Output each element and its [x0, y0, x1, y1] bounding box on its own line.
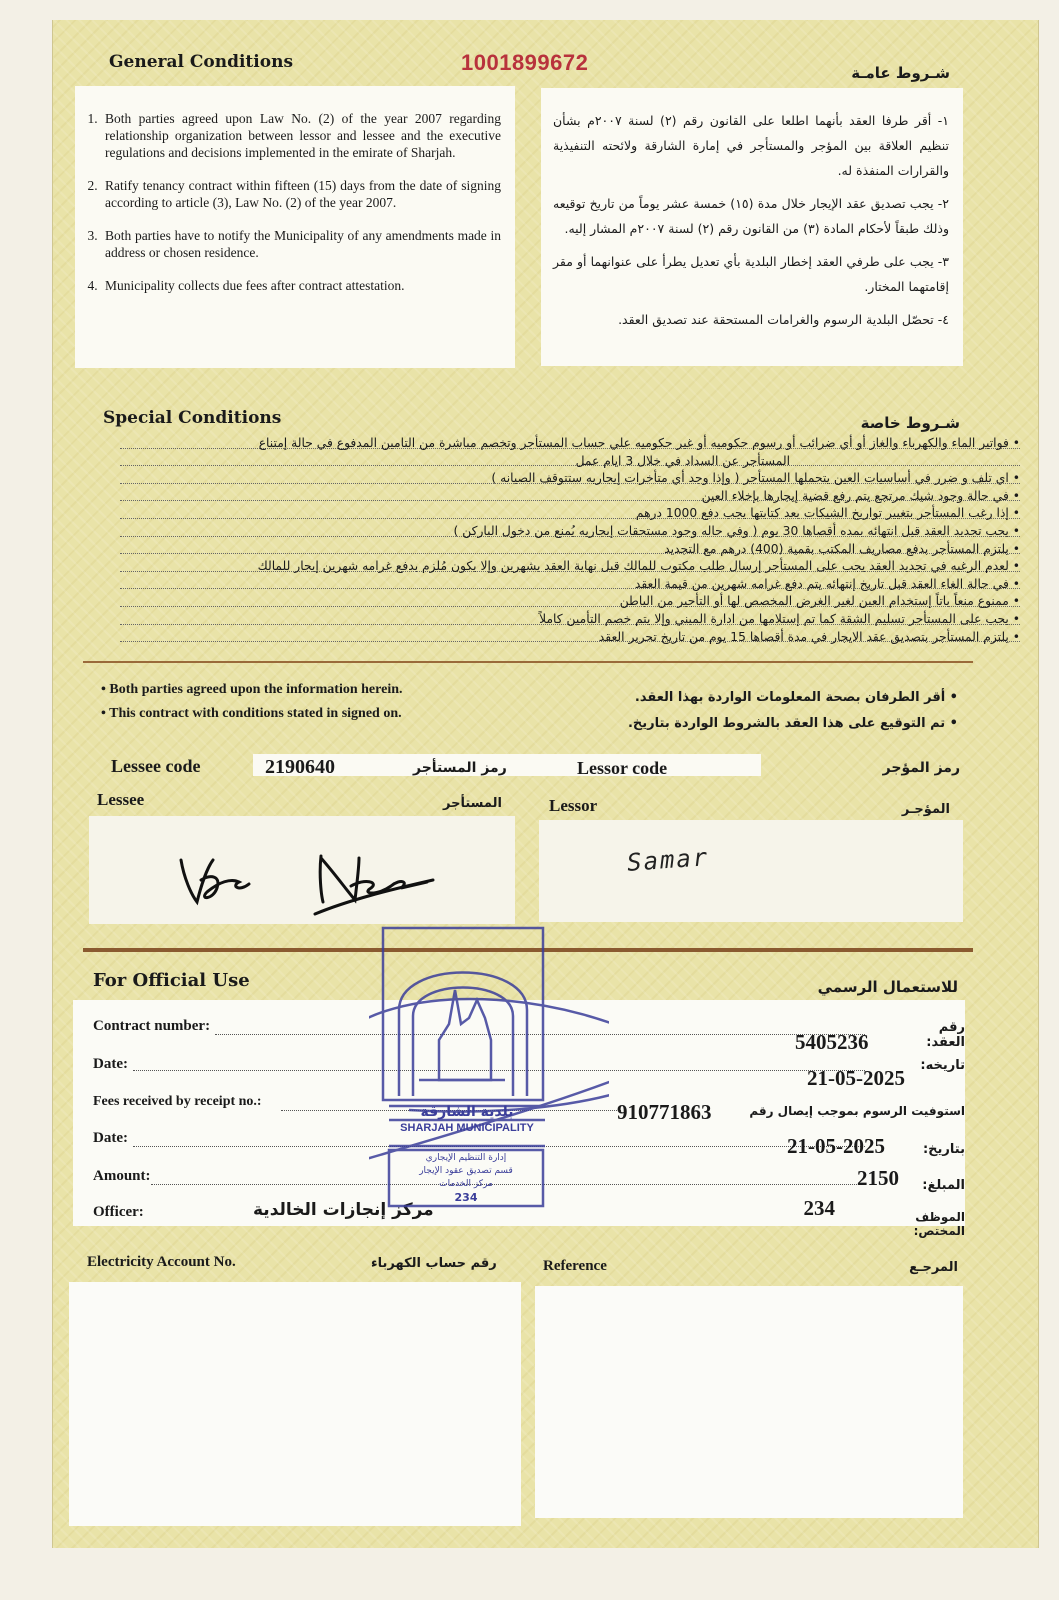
general-condition-item: 1. Both parties agreed upon Law No. (2) of the year 2007 regarding relationship organization between lessor and lessee and the executive regulations and decisions implemented in the emirate of Sharjah. — [101, 110, 501, 161]
general-conditions-title-ar: شـروط عامـة — [851, 64, 950, 82]
lessor-code-label: Lessor code — [577, 758, 668, 778]
lessor-label: Lessor — [549, 796, 598, 815]
lessee-signature — [89, 816, 515, 924]
lessor-code-label-ar: رمز المؤجر — [882, 760, 960, 776]
special-condition-line: • يجب تجديد العقد قبل انتهائه بمده أقصاها 30 يوم ( وفي حاله وجود مستحقات إيجاريه يُمنع من دخول الباركن ) — [120, 522, 1020, 540]
special-conditions-title-ar: شـروط خاصة — [860, 414, 960, 432]
officer-label: Officer: — [93, 1204, 144, 1220]
general-condition-item-ar: ١- أقر طرفا العقد بأنهما اطلعا على القانون رقم (٢) لسنة ٢٠٠٧م بشأن تنظيم العلاقة بين المؤجر والمستأجر في إمارة الشارقة ولائحته التنفيذية والقرارات المنفذة له. — [553, 113, 949, 178]
lessee-signature-box — [89, 816, 515, 924]
general-condition-item-ar: ٣- يجب على طرفي العقد إخطار البلدية بأي تعديل يطرأ على عنوانهما أو مقر إقامتهما المختار. — [553, 254, 949, 294]
fees-receipt-label: Fees received by receipt no.: — [93, 1094, 262, 1109]
document-number: 1001899672 — [461, 50, 589, 75]
reference-label-ar: المرجـع — [909, 1260, 958, 1275]
special-condition-line: • يلتزم المستأجر بتصديق عقد الايجار في مدة أقصاها 15 يوم من تاريخ تحرير العقد — [120, 628, 1020, 646]
reference-label: Reference — [543, 1258, 607, 1274]
general-conditions-ar-box — [541, 88, 963, 366]
agreement-line-ar: • أقر الطرفان بصحة المعلومات الواردة بهذا العقد. — [634, 690, 958, 705]
special-condition-line: • إذا رغب المستأجر بتغيير تواريخ الشيكات بعد كتابتها يجب دفع 1000 درهم — [120, 504, 1020, 522]
general-conditions-list-ar — [541, 88, 963, 332]
general-condition-item: 3. Both parties have to notify the Municipality of any amendments made in address or chosen residence. — [101, 227, 501, 261]
special-condition-line: • في حالة الغاء العقد قبل تاريخ إنتهائه يتم دفع غرامه شهرين من قيمة العقد — [120, 575, 1020, 593]
special-condition-line: • في حالة وجود شيك مرتجع يتم رفع قضية إيجارها بإخلاء العين — [120, 487, 1020, 505]
date-label: Date: — [93, 1056, 128, 1072]
stamp-english-name: SHARJAH MUNICIPALITY — [400, 1122, 534, 1134]
special-condition-line: • يلتزم المستأجر بدفع مصاريف المكتب بقمية (400) درهم مع التجديد — [120, 540, 1020, 558]
special-conditions-title: Special Conditions — [103, 408, 282, 428]
special-condition-line: • يجب على المستأجر تسليم الشقة كما تم إستلامها من ادارة المبني وإلا يتم خصم التأمين كاملاً — [120, 610, 1020, 628]
special-condition-line: • لعدم الرغبه في تجديد العقد يجب على المستأجر إرسال طلب مكتوب للمالك قبل نهاية العقد بشهرين وإلا يكون مُلزم بدفع غرامه شهرين إيجار للمالك — [120, 557, 1020, 575]
general-conditions-list-en — [75, 110, 501, 294]
lessee-label: Lessee — [97, 790, 145, 809]
stamp-line: مركز الخدمات — [439, 1179, 493, 1189]
date-value: 21-05-2025 — [807, 1066, 905, 1090]
officer-value: 234 — [803, 1196, 835, 1220]
contract-number-label: Contract number: — [93, 1018, 211, 1034]
general-condition-item-ar: ٢- يجب تصديق عقد الإيجار خلال مدة (١٥) خمسة عشر يوماً من تاريخ توقيعه وذلك طبقاً لأحكام المادة (٣) من القانون رقم (٢) لسنة ٢٠٠٧م المشار إليه. — [553, 196, 949, 236]
stamp-line: إدارة التنظيم الإيجاري — [425, 1153, 507, 1163]
official-use-title: For Official Use — [93, 970, 250, 991]
contract-number-value: 5405236 — [795, 1030, 869, 1054]
agreement-line-ar: • تم التوقيع على هذا العقد بالشروط الواردة بتاريخ. — [627, 716, 958, 731]
date2-label: Date: — [93, 1130, 128, 1146]
date-label-ar: تاريخه: — [920, 1058, 965, 1073]
lessee-code-value: 2190640 — [265, 756, 335, 778]
electricity-account-label-ar: رقم حساب الكهرباء — [371, 1256, 497, 1271]
general-condition-item-ar: ٤- تحصّل البلدية الرسوم والغرامات المستحقة عند تصديق العقد. — [618, 312, 949, 327]
date2-value: 21-05-2025 — [787, 1134, 885, 1158]
stamp-details — [389, 1152, 543, 1204]
lessor-signature: Samar — [626, 843, 711, 877]
fees-receipt-value: 910771863 — [617, 1100, 712, 1124]
stamp-arabic-name: بلدية الشارقة — [420, 1104, 514, 1120]
reference-box — [535, 1286, 963, 1518]
fees-receipt-label-ar: استوفيت الرسوم بموجب إيصال رقم — [749, 1104, 965, 1118]
special-condition-line: • فواتير الماء والكهرباء والغاز أو أي ضرائب أو رسوم حكوميه أو غير حكوميه علي حساب المستأجر وتخصم مباشرة من التامين المدفوع في حالة إمتناع — [120, 434, 1020, 452]
special-condition-line: • اي تلف و ضرر في أساسيات العين يتحملها المستأجر ( وإذا وجد أي متأخرات إيجاريه ستتوقف الصيانه ) — [120, 469, 1020, 487]
date2-label-ar: بتاريخ: — [922, 1142, 965, 1157]
lessee-code-label: Lessee code — [111, 756, 201, 776]
officer-label-ar: الموظف المختص: — [913, 1210, 965, 1238]
electricity-account-label: Electricity Account No. — [87, 1254, 236, 1270]
divider — [83, 661, 973, 663]
general-condition-item: 2. Ratify tenancy contract within fifteen (15) days from the date of signing according to article (3), Law No. (2) of the year 2007. — [101, 177, 501, 211]
lessor-signature-box — [539, 820, 963, 922]
general-conditions-title: General Conditions — [109, 52, 294, 72]
stamp-number: 234 — [454, 1191, 478, 1204]
agreement-line-en: • Both parties agreed upon the information herein. — [101, 682, 403, 697]
officer-center: مركز إنجازات الخالدية — [253, 1200, 434, 1220]
municipality-stamp — [369, 920, 609, 1220]
contract-number-label-ar: رقم العقد: — [926, 1020, 965, 1050]
special-conditions-list — [120, 434, 1020, 645]
amount-label-ar: المبلغ: — [922, 1178, 965, 1193]
special-condition-line: المستأجر عن السداد في خلال 3 ايام عمل — [120, 452, 1020, 470]
lessor-label-ar: المؤجـر — [901, 802, 950, 817]
general-condition-item: 4. Municipality collects due fees after contract attestation. — [101, 277, 501, 294]
electricity-account-box — [69, 1282, 521, 1526]
official-use-title-ar: للاستعمال الرسمي — [817, 978, 958, 996]
agreement-line-en: • This contract with conditions stated in signed on. — [101, 706, 402, 721]
contract-sheet — [52, 20, 1039, 1548]
general-conditions-en-box — [75, 86, 515, 368]
lessee-code-label-ar: رمز المستأجر — [413, 760, 507, 776]
special-condition-line: • ممنوع منعاً باتاً إستخدام العين لغير الغرض المخصص لها أو التأجير من الباطن — [120, 592, 1020, 610]
stamp-line: قسم تصديق عقود الإيجار — [419, 1166, 513, 1176]
amount-value: 2150 — [857, 1166, 899, 1190]
amount-label: Amount: — [93, 1168, 151, 1184]
lessee-label-ar: المستأجر — [443, 796, 502, 811]
